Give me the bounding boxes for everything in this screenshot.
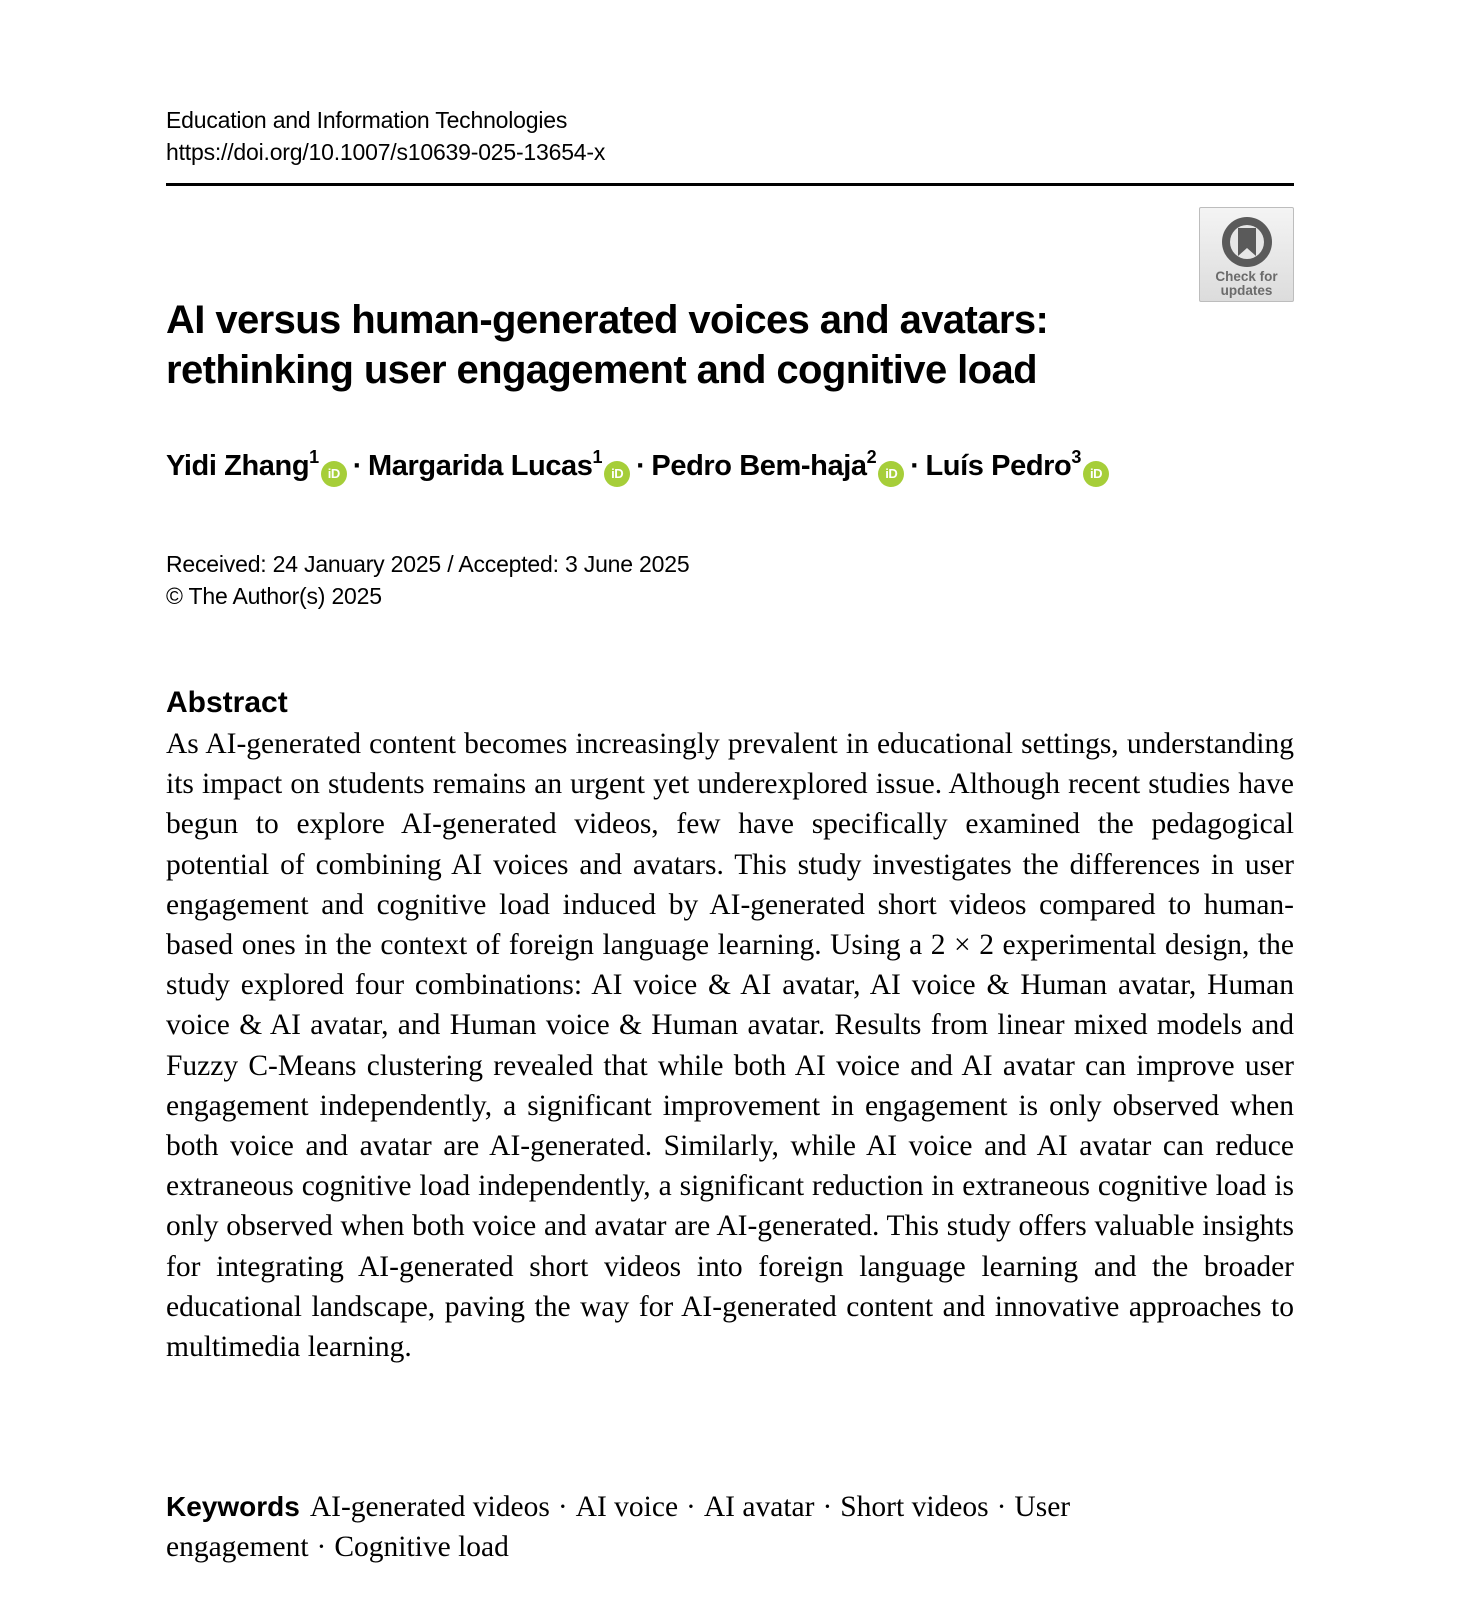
- author-name[interactable]: Luís Pedro: [925, 450, 1072, 482]
- check-for-updates-icon: [1219, 214, 1275, 270]
- author-name[interactable]: Margarida Lucas: [368, 450, 593, 482]
- keyword-separator: ·: [996, 1491, 1007, 1523]
- header-rule: [166, 183, 1294, 186]
- journal-name: Education and Information Technologies: [166, 107, 568, 133]
- badge-label: Check for updates: [1215, 269, 1278, 298]
- orcid-icon[interactable]: iD: [878, 461, 904, 487]
- keywords-label: Keywords: [166, 1491, 300, 1522]
- keyword: AI voice: [575, 1491, 679, 1523]
- author-affiliation: 1: [309, 447, 319, 467]
- journal-header: [166, 104, 1294, 168]
- keyword: Short videos: [840, 1491, 989, 1523]
- orcid-icon[interactable]: iD: [321, 461, 347, 487]
- author-separator: ·: [636, 450, 646, 482]
- author-name[interactable]: Pedro Bem-haja: [651, 450, 867, 482]
- keyword: User engagement: [166, 1491, 1071, 1563]
- keyword-separator: ·: [822, 1491, 833, 1523]
- orcid-icon[interactable]: iD: [1083, 461, 1109, 487]
- doi-link[interactable]: https://doi.org/10.1007/s10639-025-13654-x: [166, 139, 606, 165]
- abstract-text: As AI-generated content becomes increasingly prevalent in educational settings, understanding its impact on students remains an urgent yet underexplored issue. Although recent studies have begun to explore AI-generated videos, few have specifically examined the pedagogical potential of combining AI voices and avatars. This study investigates the differences in user engagement and cognitive load induced by AI-generated short videos compared to human-based ones in the context of foreign language learning. Using a 2 × 2 experimental design, the study explored four combinations: AI voice & AI avatar, AI voice & Human avatar, Human voice & AI avatar, and Human voice & Human avatar. Results from linear mixed models and Fuzzy C-Means clustering revealed that while both AI voice and AI avatar can improve user engagement independently, a significant improvement in engagement is only observed when both voice and avatar are AI-generated. Similarly, while AI voice and AI avatar can reduce extraneous cognitive load independently, a significant reduction in extraneous cognitive load is only observed when both voice and avatar are AI-generated. This study offers valuable insights for integrating AI-generated short videos into foreign language learning and the broader educational landscape, paving the way for AI-generated content and innovative approaches to multimedia learning.: [166, 728, 1294, 1364]
- author-separator: ·: [910, 450, 920, 482]
- keywords-section: [166, 1487, 1206, 1567]
- author-affiliation: 2: [866, 447, 877, 467]
- author-affiliation: 1: [592, 447, 603, 467]
- orcid-icon[interactable]: iD: [604, 461, 630, 487]
- article-title: AI versus human-generated voices and avatars: rethinking user engagement and cognitive load: [166, 298, 1049, 392]
- keyword: AI-generated videos: [309, 1491, 550, 1523]
- author-separator: ·: [352, 450, 363, 482]
- keyword-separator: ·: [557, 1491, 568, 1523]
- abstract-heading: Abstract: [166, 686, 288, 719]
- received-accepted-dates: Received: 24 January 2025 / Accepted: 3 June 2025: [166, 551, 690, 577]
- article-dates: [166, 548, 1294, 612]
- author-affiliation: 3: [1071, 447, 1081, 467]
- copyright-notice: © The Author(s) 2025: [166, 583, 382, 609]
- keyword-separator: ·: [686, 1491, 696, 1523]
- author-name[interactable]: Yidi Zhang: [166, 450, 310, 482]
- author-list: [166, 446, 1294, 487]
- keyword: Cognitive load: [334, 1531, 509, 1563]
- check-for-updates-badge[interactable]: [1199, 207, 1294, 302]
- keyword: AI avatar: [703, 1491, 815, 1523]
- keyword-separator: ·: [316, 1531, 327, 1563]
